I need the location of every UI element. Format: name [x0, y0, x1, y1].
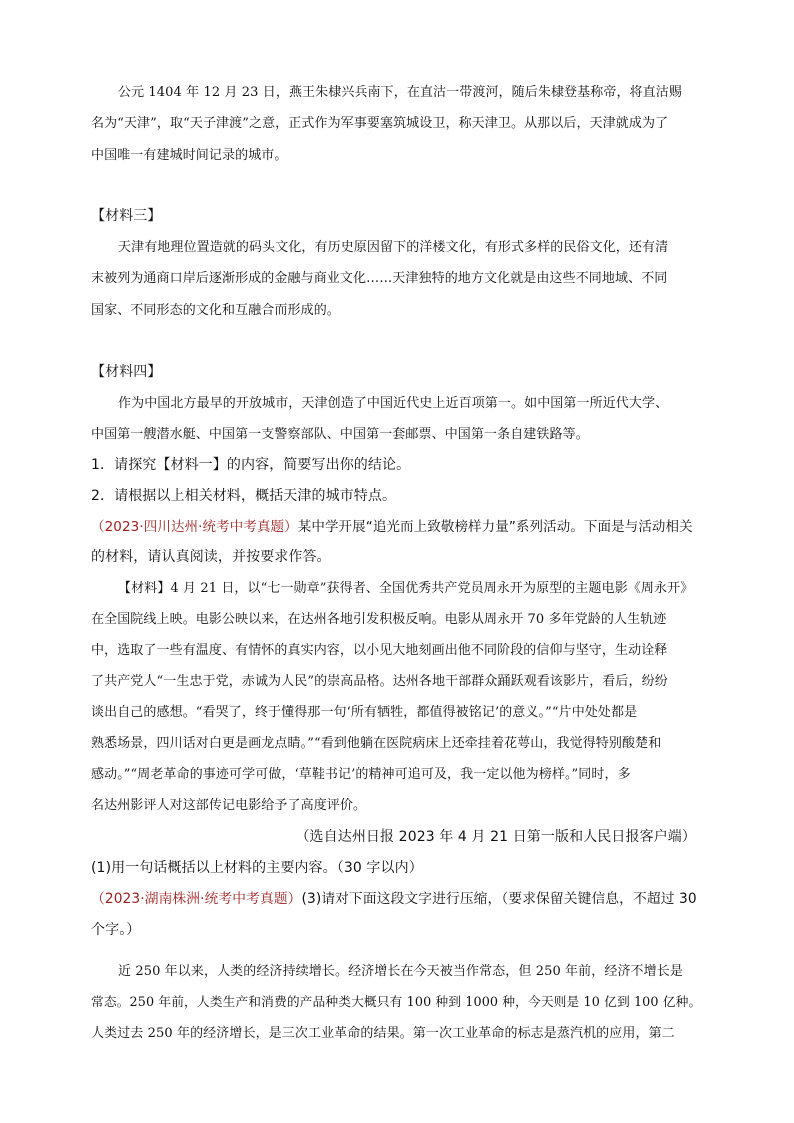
dazhou-intro-line-2: 的材料，请认真阅读，并按要求作答。 — [91, 549, 331, 565]
dazhou-citation: （选自达州日报 2023 年 4 月 21 日第一版和人民日报客户端） — [295, 829, 696, 845]
dazhou-material-line-4: 了共产党人“一生忠于党，赤诚为人民”的崇高品格。达州各地干部群众踊跃观看该影片，看后，纷纷 — [91, 674, 668, 689]
dazhou-material-line-6: 熟悉场景，四川话对白更是画龙点睛。”“看到他躺在医院病床上还牵挂着花萼山，我觉得特别酸楚和 — [91, 736, 662, 751]
material3-line-2: 末被列为通商口岸后逐渐形成的金融与商业文化……天津独特的地方文化就是由这些不同地域、不同 — [91, 271, 668, 286]
dazhou-material-line-1 — [118, 580, 703, 597]
dazhou-intro-text-1: 某中学开展“追光而上致敬榜样力量”系列活动。下面是与活动相关 — [297, 519, 693, 535]
para1-line-3: 中国唯一有建城时间记录的城市。 — [91, 148, 288, 163]
dazhou-material-line-3: 中，选取了一些有温度、有情怀的真实内容，以小见大地刻画出他不同阶段的信仰与坚守，生动诠释 — [91, 643, 668, 658]
para1-line-1: 公元 1404 年 12 月 23 日，燕王朱棣兴兵南下，在直沽一带渡河，随后朱棣登基称帝，将直沽赐 — [118, 85, 682, 100]
dazhou-source-tag: （2023·四川达州·统考中考真题） — [91, 519, 298, 535]
dazhou-material-text-1: 4 月 21 日，以“七一勋章”获得者、全国优秀共产党员周永开为原型的主题电影《周永开》 — [170, 581, 694, 596]
zhuzhou-question-text-1: (3)请对下面这段文字进行压缩，（要求保留关键信息，不超过 30 — [301, 891, 697, 907]
dazhou-question-1: (1)用一句话概括以上材料的主要内容。（30 字以内） — [91, 860, 423, 876]
question-2: 2．请根据以上相关材料，概括天津的城市特点。 — [91, 488, 397, 504]
zhuzhou-source-tag: （2023·湖南株洲·统考中考真题） — [91, 891, 302, 907]
zhuzhou-text-line-3: 人类过去 250 年的经济增长，是三次工业革命的结果。第一次工业革命的标志是蒸汽机的应用，第二 — [91, 1026, 675, 1041]
zhuzhou-text-line-2: 常态。250 年前，人类生产和消费的产品种类大概只有 100 种到 1000 种，今天则是 10 亿到 100 亿种。 — [91, 995, 702, 1010]
dazhou-material-line-7: 感动。”“周老革命的事迹可学可做，‘草鞋书记’的精神可追可及，我一定以他为榜样。”同时，多 — [91, 767, 631, 782]
dazhou-material-label: 【材料】 — [118, 581, 171, 596]
dazhou-material-line-8: 名达州影评人对这部传记电影给予了高度评价。 — [91, 798, 367, 813]
material4-line-2: 中国第一艘潜水艇、中国第一支警察部队、中国第一套邮票、中国第一条自建铁路等。 — [91, 427, 589, 442]
para1-line-2: 名为“天津”，取“天子津渡”之意，正式作为军事要塞筑城设卫，称天津卫。从那以后，天津就成为了 — [91, 116, 669, 131]
material3-line-3: 国家、不同形态的文化和互融合而形成的。 — [91, 303, 340, 318]
zhuzhou-question-line-1 — [91, 891, 703, 908]
zhuzhou-text-line-1: 近 250 年以来，人类的经济持续增长。经济增长在今天被当作常态，但 250 年前，经济不增长是 — [118, 964, 683, 979]
material4-heading: 【材料四】 — [91, 364, 162, 380]
material4-line-1: 作为中国北方最早的开放城市，天津创造了中国近代史上近百项第一。如中国第一所近代大学、 — [118, 396, 669, 411]
question-1: 1．请探究【材料一】的内容，简要写出你的结论。 — [91, 457, 411, 473]
dazhou-material-line-5: 谈出自己的感想。“看哭了，终于懂得那一句‘所有牺牲，都值得被铭记’的意义。”“片中处处都是 — [91, 705, 638, 720]
dazhou-material-line-2: 在全国院线上映。电影公映以来，在达州各地引发积极反响。电影从周永开 70 多年党龄的人生轨迹 — [91, 612, 667, 627]
material3-line-1: 天津有地理位置造就的码头文化，有历史原因留下的洋楼文化，有形式多样的民俗文化，还有清 — [118, 240, 669, 255]
material3-heading: 【材料三】 — [91, 208, 162, 224]
dazhou-question-intro — [91, 519, 703, 536]
zhuzhou-question-line-2: 个字。） — [91, 922, 141, 938]
